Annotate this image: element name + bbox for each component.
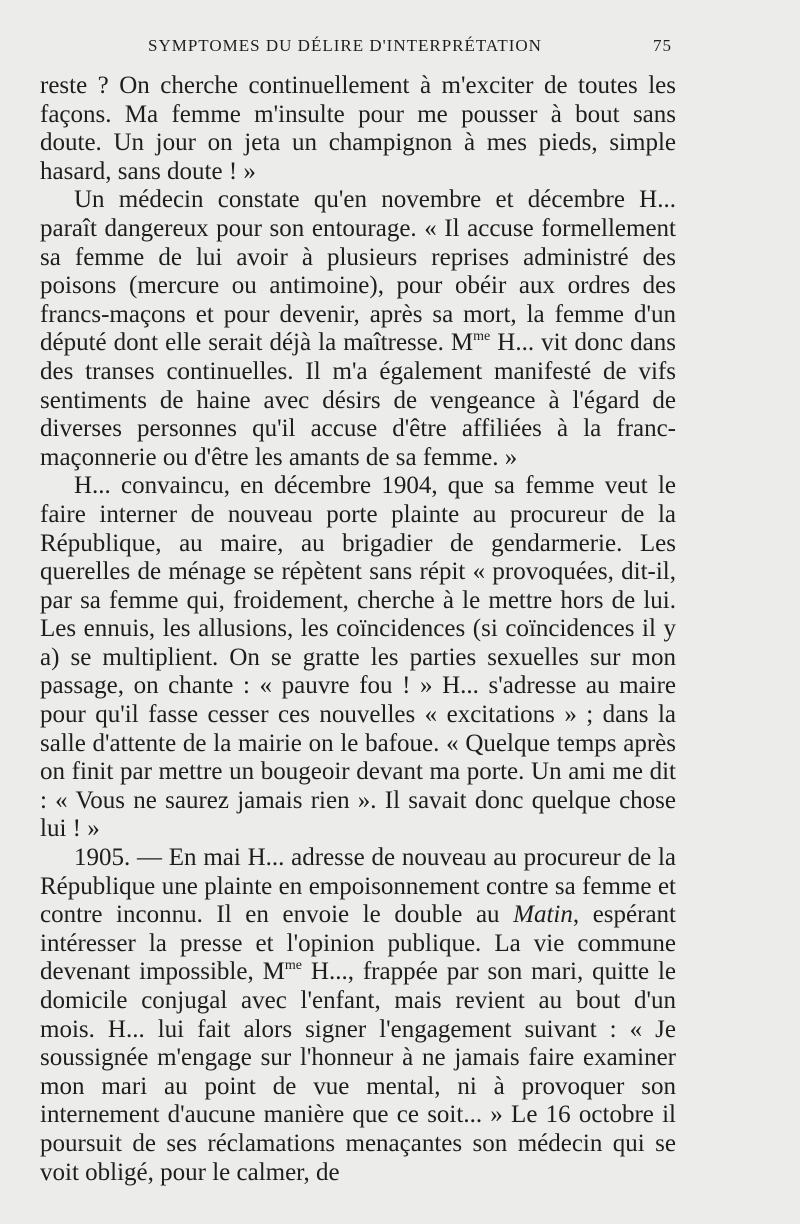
paragraph-3-text: H... convaincu, en décembre 1904, que sa femme veut le faire interner de nouveau porte plainte au procureur de la République, au maire, au brigadier de gendarmerie. Les querelles de ménage se répètent sans répit « provoquées, dit-il, par sa femme qui, froidement, cherche à le mettre hors de lui. Les ennuis, les allusions, les coïncidences (si coïncidences il y a) se multiplient. On se gratte les parties sexuelles sur mon passage, on chante : « pauvre fou ! » H... s'adresse au maire pour qu'il fasse cesser ces nouvelles « excitations » ; dans la salle d'attente de la mairie on le bafoue. « Quelque temps après on finit par mettre un bougeoir devant ma porte. Un ami me dit : « Vous ne saurez jamais rien ». Il savait donc quelque chose lui ! »: [40, 472, 676, 843]
paragraph-2: [40, 186, 676, 472]
paragraph-4: [40, 844, 676, 1187]
page-number: 75: [653, 36, 672, 55]
running-head: [62, 36, 672, 60]
paragraph-2-text: Un médecin constate qu'en novembre et décembre H... paraît dangereux pour son entourage. « Il accuse formellement sa femme de lui avoir à plusieurs reprises administré des poisons (mercure ou antimoine), pour obéir aux ordres des francs-maçons et pour devenir, après sa mort, la femme d'un député dont elle serait déjà la maîtresse. M: [40, 186, 676, 357]
paragraph-2-text-after: H... vit donc dans des transes continuelles. Il m'a également manifesté de vifs sentiments de haine avec désirs de vengeance à l'égard de diverses personnes qu'il accuse d'être affiliées à la franc-maçonnerie ou d'être les amants de sa femme. »: [40, 329, 676, 471]
paragraph-4-text-mid: , espérant intéresser la presse et l'opinion publique. La vie commune devenant impossible, M: [40, 901, 676, 986]
running-title: SYMPTOMES DU DÉLIRE D'INTERPRÉTATION: [148, 36, 542, 55]
newspaper-title: Matin: [513, 901, 573, 929]
body-text: [40, 72, 676, 1187]
paragraph-4-superscript: me: [284, 958, 302, 974]
paragraph-4-text-after: H..., frappée par son mari, quitte le domicile conjugal avec l'enfant, mais revient au bout d'un mois. H... lui fait alors signer l'engagement suivant : « Je soussignée m'engage sur l'honneur à ne jamais faire examiner mon mari au point de vue mental, ni à provoquer son internement d'aucune manière que ce soit... » Le 16 octobre il poursuit de ses réclamations menaçantes son médecin qui se voit obligé, pour le calmer, de: [40, 958, 676, 1186]
paragraph-2-superscript: me: [473, 329, 491, 345]
paragraph-3: [40, 472, 676, 844]
paragraph-1: [40, 72, 676, 186]
paragraph-1-text: reste ? On cherche continuellement à m'exciter de toutes les façons. Ma femme m'insulte pour me pousser à bout sans doute. Un jour on jeta un champignon à mes pieds, simple hasard, sans doute ! »: [40, 72, 676, 185]
paragraph-4-text: 1905. — En mai H... adresse de nouveau au procureur de la République une plainte en empoisonnement contre sa femme et contre inconnu. Il en envoie le double au: [40, 844, 676, 929]
